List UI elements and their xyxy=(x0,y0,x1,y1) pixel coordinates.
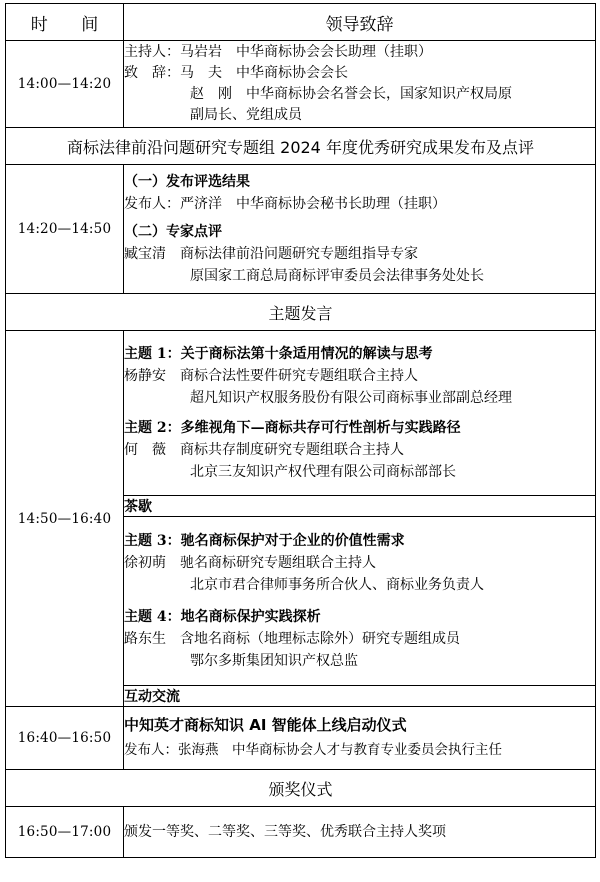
session-release-time: 14:20—14:50 xyxy=(6,165,124,294)
ai-launch-time: 16:40—16:50 xyxy=(6,707,124,770)
topic3-speaker: 徐初萌 驰名商标研究专题组联合主持人 xyxy=(124,555,376,571)
topic1-speaker-title: 超凡知识产权服务股份有限公司商标事业部副总经理 xyxy=(190,390,512,406)
tea-break: 茶歇 xyxy=(124,496,596,517)
speech-line-2: 赵 刚 中华商标协会名誉会长，国家知识产权局原 xyxy=(190,86,512,102)
award-title-row xyxy=(6,770,596,807)
session-welcome-content xyxy=(124,41,596,128)
award-row xyxy=(6,807,596,858)
host-line: 主持人：马岩岩 中华商标协会会长助理（挂职） xyxy=(124,44,432,60)
header-row xyxy=(6,4,596,41)
speech-line-3: 副局长、党组成员 xyxy=(190,107,302,123)
session-welcome-time: 14:00—14:20 xyxy=(6,41,124,128)
topic1-speaker: 杨静安 商标合法性要件研究专题组联合主持人 xyxy=(124,368,418,384)
session-release-row xyxy=(6,165,596,294)
interaction: 互动交流 xyxy=(124,686,596,707)
agenda-table xyxy=(5,3,596,858)
session-release-title-row xyxy=(6,128,596,165)
topic1-title: 主题 1：关于商标法第十条适用情况的解读与思考 xyxy=(124,346,433,362)
ai-launch-title: 中知英才商标知识 AI 智能体上线启动仪式 xyxy=(124,716,407,734)
topic4-title: 主题 4：地名商标保护实践探析 xyxy=(124,609,321,625)
keynote-title: 主题发言 xyxy=(6,294,596,331)
ai-launch-row xyxy=(6,707,596,770)
ai-launch-publisher: 发布人：张海燕 中华商标协会人才与教育专业委员会执行主任 xyxy=(124,742,502,758)
release-part2-heading: （二）专家点评 xyxy=(124,224,222,240)
speech-line-1: 致 辞：马 夫 中华商标协会会长 xyxy=(124,65,348,81)
topic2-speaker: 何 薇 商标共存制度研究专题组联合主持人 xyxy=(124,442,404,458)
keynote-title-row xyxy=(6,294,596,331)
topic3-title: 主题 3：驰名商标保护对于企业的价值性需求 xyxy=(124,533,405,549)
topic3-speaker-title: 北京市君合律师事务所合伙人、商标业务负责人 xyxy=(190,577,484,593)
review-expert-title: 原国家工商总局商标评审委员会法律事务处处长 xyxy=(190,268,484,284)
topic2-title: 主题 2：多维视角下—商标共存可行性剖析与实践路径 xyxy=(124,420,461,436)
keynote-row-a xyxy=(6,331,596,496)
award-time: 16:50—17:00 xyxy=(6,807,124,858)
topic4-speaker: 路东生 含地名商标（地理标志除外）研究专题组成员 xyxy=(124,631,460,647)
review-expert-line: 臧宝清 商标法律前沿问题研究专题组指导专家 xyxy=(124,246,418,262)
time-column-header: 时 间 xyxy=(6,4,124,41)
award-title: 颁奖仪式 xyxy=(6,770,596,807)
ai-launch-content xyxy=(124,707,596,770)
release-part1-heading: （一）发布评选结果 xyxy=(124,174,250,190)
topic4-speaker-title: 鄂尔多斯集团知识产权总监 xyxy=(190,653,358,669)
session-release-content xyxy=(124,165,596,294)
session-release-title: 商标法律前沿问题研究专题组 2024 年度优秀研究成果发布及点评 xyxy=(6,128,596,165)
release-publisher-line: 发布人：严济洋 中华商标协会秘书长助理（挂职） xyxy=(124,196,446,212)
keynote-topics-3-4 xyxy=(124,517,596,686)
award-line: 颁发一等奖、二等奖、三等奖、优秀联合主持人奖项 xyxy=(124,823,446,840)
award-content xyxy=(124,807,596,858)
session-welcome-row xyxy=(6,41,596,128)
keynote-topics-1-2 xyxy=(124,331,596,496)
keynote-time: 14:50—16:40 xyxy=(6,331,124,707)
topic2-speaker-title: 北京三友知识产权代理有限公司商标部部长 xyxy=(190,464,456,480)
welcome-header: 领导致辞 xyxy=(124,4,596,41)
